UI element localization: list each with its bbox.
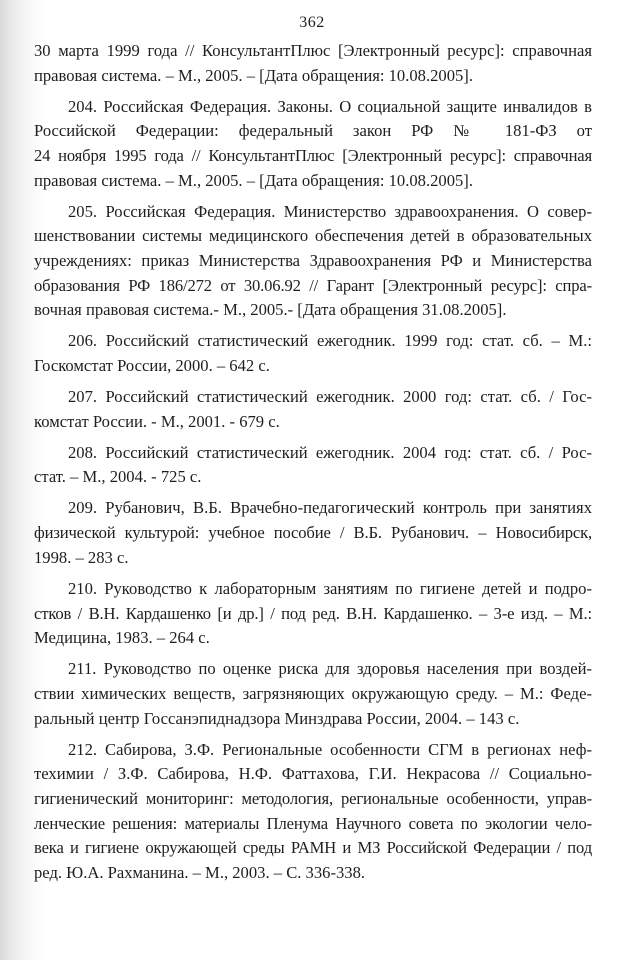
reference-entry-212: 212. Сабирова, З.Ф. Региональные особенности СГМ в регионах неф- bbox=[68, 739, 592, 759]
page-number: 362 bbox=[299, 14, 325, 31]
reference-entry-208: 208. Российский статистический ежегодник. 2004 год: стат. сб. / Рос- bbox=[68, 442, 592, 462]
text-line: образования РФ 186/272 от 30.06.92 // Гарант [Электронный ресурс]: спра- bbox=[34, 275, 592, 295]
text-line: гигиенический мониторинг: методология, региональные особенности, управ- bbox=[34, 788, 592, 808]
text-line: ленческие решения: материалы Пленума Научного совета по экологии чело- bbox=[34, 813, 592, 833]
text-line: Медицина, 1983. – 264 с. bbox=[34, 628, 210, 648]
text-line: века и гигиене окружающей среды РАМН и МЗ Российской Федерации / под bbox=[34, 838, 592, 858]
reference-entry-204: 204. Российская Федерация. Законы. О социальной защите инвалидов в bbox=[68, 96, 592, 116]
reference-entry-210: 210. Руководство к лабораторным занятиям по гигиене детей и подро- bbox=[68, 578, 592, 598]
reference-entry-205: 205. Российская Федерация. Министерство здравоохранения. О совер- bbox=[68, 201, 592, 221]
text-line: техимии / З.Ф. Сабирова, Н.Ф. Фаттахова, Г.И. Некрасова // Социально- bbox=[34, 764, 592, 784]
text-line: Госкомстат России, 2000. – 642 с. bbox=[34, 356, 270, 376]
text-line: правовая система. – М., 2005. – [Дата обращения: 10.08.2005]. bbox=[34, 170, 473, 190]
text-line: вочная правовая система.- М., 2005.- [Дата обращения 31.08.2005]. bbox=[34, 300, 507, 320]
text-line: Российской Федерации: федеральный закон РФ № 181-ФЗ от bbox=[34, 121, 592, 141]
reference-entry-209: 209. Рубанович, В.Б. Врачебно-педагогический контроль при занятиях bbox=[68, 498, 592, 518]
reference-entry-206: 206. Российский статистический ежегодник. 1999 год: стат. сб. – М.: bbox=[68, 331, 592, 351]
text-line: стат. – М., 2004. - 725 с. bbox=[34, 467, 202, 487]
text-line: ред. Ю.А. Рахманина. – М., 2003. – С. 336-338. bbox=[34, 862, 366, 882]
text-line: физической культурой: учебное пособие / В.Б. Рубанович. – Новосибирск, bbox=[34, 523, 592, 543]
reference-list bbox=[34, 39, 592, 886]
text-line: шенствовании системы медицинского обеспечения детей в образовательных bbox=[34, 226, 592, 246]
text-line: 30 марта 1999 года // КонсультантПлюс [Электронный ресурс]: справочная bbox=[34, 41, 592, 60]
text-line: стков / В.Н. Кардашенко [и др.] / под ред. В.Н. Кардашенко. – 3-е изд. – М.: bbox=[34, 603, 592, 623]
text-line: комстат России. - М., 2001. - 679 с. bbox=[34, 411, 280, 431]
reference-entry-207: 207. Российский статистический ежегодник. 2000 год: стат. сб. / Гос- bbox=[68, 387, 592, 407]
text-line: ствии химических веществ, загрязняющих окружающую среду. – М.: Феде- bbox=[34, 683, 592, 703]
text-line: 1998. – 283 с. bbox=[34, 547, 129, 567]
text-line: ральный центр Госсанэпиднадзора Минздрава России, 2004. – 143 с. bbox=[34, 708, 520, 728]
reference-entry-211: 211. Руководство по оценке риска для здоровья населения при воздей- bbox=[68, 659, 592, 679]
text-line: 24 ноября 1995 года // КонсультантПлюс [Электронный ресурс]: справочная bbox=[34, 146, 592, 166]
text-line: правовая система. – М., 2005. – [Дата обращения: 10.08.2005]. bbox=[34, 65, 473, 85]
text-line: учреждениях: приказ Министерства Здравоохранения РФ и Министерства bbox=[34, 251, 592, 271]
